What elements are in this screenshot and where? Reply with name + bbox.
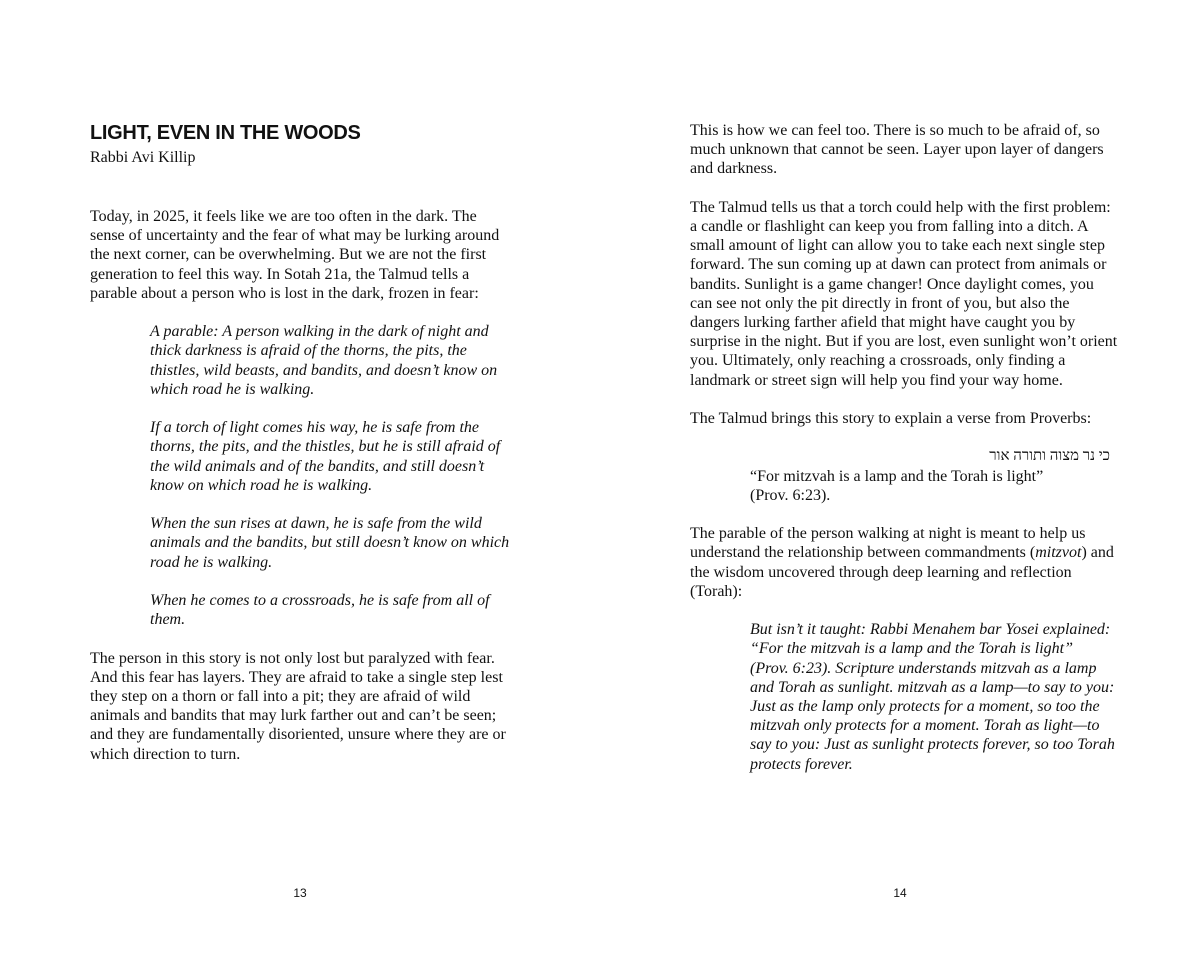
- right-page: [600, 0, 1200, 960]
- paragraph-4-term: mitzvot: [1035, 544, 1082, 562]
- article-title: LIGHT, EVEN IN THE WOODS: [90, 122, 361, 144]
- paragraph-1: This is how we can feel too. There is so much to be afraid of, so much unknown that cannot be seen. Layer upon layer of dangers and darkness.: [690, 122, 1104, 178]
- verse-translation: “For mitzvah is a lamp and the Torah is light”: [750, 467, 1044, 485]
- parable-paragraph-4: When he comes to a crossroads, he is safe from all of them.: [150, 592, 490, 629]
- intro-paragraph: Today, in 2025, it feels like we are too often in the dark. The sense of uncertainty and the fear of what may be lurking around the next corner, can be overwhelming. But we are not the first generation to feel this way. In Sotah 21a, the Talmud tells a parable about a person who is lost in the dark, frozen in fear:: [90, 208, 500, 302]
- right-column: [690, 121, 1120, 774]
- page-number-right: 14: [893, 886, 907, 900]
- paragraph-4: [690, 524, 1120, 601]
- talmud-quote: But isn’t it taught: Rabbi Menahem bar Yosei explained: “For the mitzvah is a lamp and the Torah is light” (Prov. 6:23). Scripture understands mitzvah as a lamp and Torah as sunlight. mitzvah as a lamp—to say to you: Just as the lamp only protects for a moment, so too the mitzvah only protects for a moment. Torah as light—to say to you: Just as sunlight protects forever, so too Torah protects forever.: [750, 621, 1115, 773]
- paragraph-2: The Talmud tells us that a torch could help with the first problem: a candle or flashlight can keep you from falling into a ditch. A small amount of light can allow you to take each next single step forward. The sun coming up at dawn can protect from animals or bandits. Sunlight is a game changer! Once daylight comes, you can see not only the pit directly in front of you, but also the dangers lurking farther afield that might have caught you by surprise in the night. But if you are lost, even sunlight won’t orient you. Ultimately, only reaching a crossroads, only finding a landmark or street sign will help you find your way home.: [690, 198, 1118, 389]
- parable-paragraph-2: If a torch of light comes his way, he is safe from the thorns, the pits, and the thistles, but he is still afraid of the wild animals and of the bandits, and still doesn’t know on which road he is walking.: [150, 419, 501, 494]
- parable-paragraph-1: A parable: A person walking in the dark of night and thick darkness is afraid of the thorns, the pits, the thistles, wild beasts, and bandits, and doesn’t know on which road he is walking.: [150, 323, 498, 398]
- page-number-left: 13: [293, 886, 307, 900]
- verse-citation: (Prov. 6:23).: [750, 486, 831, 504]
- article-author: Rabbi Avi Killip: [90, 149, 196, 166]
- parable-paragraph-3: When the sun rises at dawn, he is safe from the wild animals and the bandits, but still doesn’t know on which road he is walking.: [150, 515, 510, 571]
- hebrew-verse: כי נר מצוה ותורה אור: [989, 448, 1110, 465]
- left-column: [90, 207, 515, 764]
- paragraph-3: The Talmud brings this story to explain a verse from Proverbs:: [690, 410, 1092, 428]
- closing-paragraph: The person in this story is not only lost but paralyzed with fear. And this fear has layers. They are afraid to take a single step lest they step on a thorn or fall into a pit; they are afraid of wild animals and bandits that may lurk farther out and can’t be seen; and they are fundamentally disoriented, unsure where they are or which direction to turn.: [90, 649, 506, 763]
- paragraph-4-end: ) and the wisdom uncovered through deep learning and reflection (Torah):: [690, 544, 1114, 600]
- paragraph-4-start: The parable of the person walking at night is meant to help us understand the relationship between commandments (: [690, 525, 1086, 562]
